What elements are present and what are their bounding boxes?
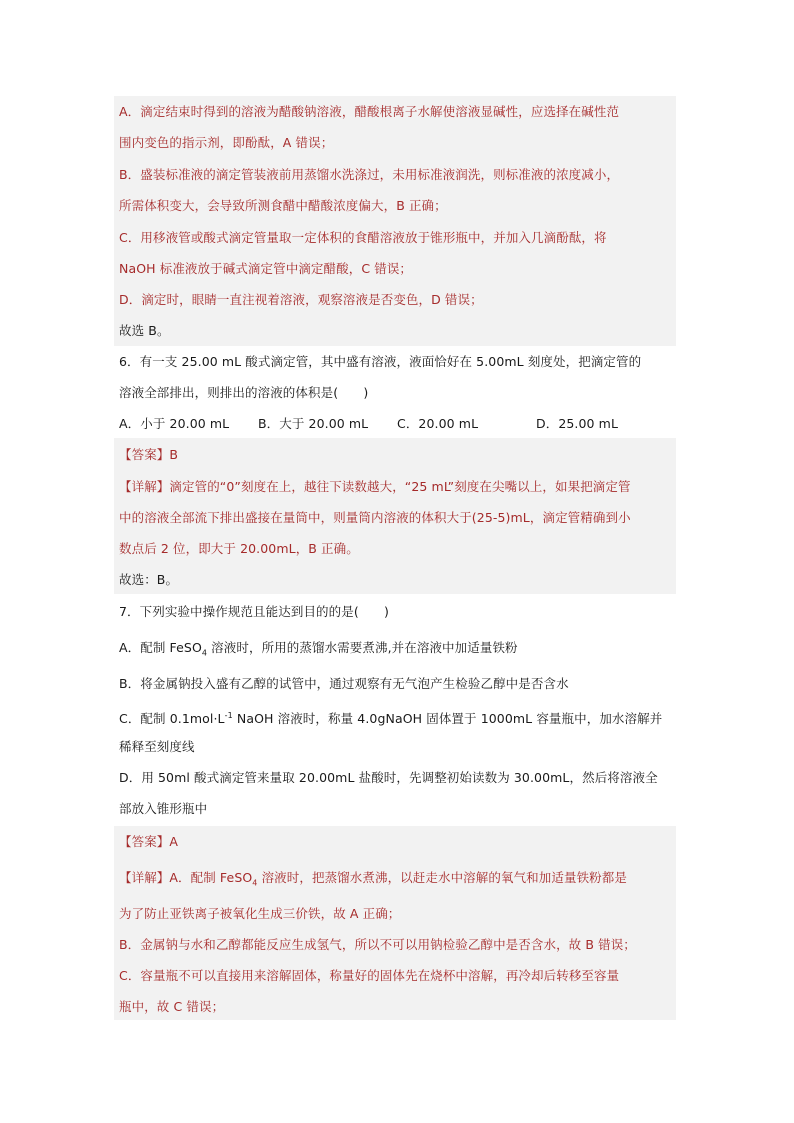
answer-label: 【答案】B xyxy=(119,447,179,462)
analysis-line: NaOH 标准液放于碱式滴定管中滴定醋酸，C 错误； xyxy=(119,261,413,276)
subscript: 4 xyxy=(201,648,208,658)
option-c: C．20.00 mL xyxy=(397,416,479,431)
question-7-option-d: D．用 50ml 酸式滴定管来量取 20.00mL 盐酸时，先调整初始读数为 30.00mL，然后将溶液全 xyxy=(119,770,658,785)
question-7-option-c xyxy=(119,705,662,727)
question-6-stem: 溶液全部排出，则排出的溶液的体积是( ) xyxy=(119,385,369,400)
analysis-line: D．滴定时，眼睛一直注视着溶液，观察溶液是否变色，D 错误； xyxy=(119,292,483,307)
detail-line: 为了防止亚铁离子被氧化生成三价铁，故 A 正确； xyxy=(119,906,401,921)
detail-line: C．容量瓶不可以直接用来溶解固体，称量好的固体先在烧杯中溶解，再冷却后转移至容量 xyxy=(119,968,620,983)
question-7-option-d-cont: 部放入锥形瓶中 xyxy=(119,801,208,816)
analysis-line: 所需体积变大，会导致所测食醋中醋酸浓度偏大，B 正确； xyxy=(119,198,447,213)
detail-line: 【详解】滴定管的“0”刻度在上，越往下读数越大，“25 mL”刻度在尖嘴以上，如果把滴定管 xyxy=(119,479,631,494)
question-7-option-b: B．将金属钠投入盛有乙醇的试管中，通过观察有无气泡产生检验乙醇中是否含水 xyxy=(119,676,569,691)
option-a-text: 溶液时，所用的蒸馏水需要煮沸,并在溶液中加适量铁粉 xyxy=(207,640,518,655)
option-b: B．大于 20.00 mL xyxy=(258,416,369,431)
question-6-options xyxy=(119,413,618,435)
analysis-line: B．盛装标准液的滴定管装液前用蒸馏水洗涤过，未用标准液润洗，则标准液的浓度减小， xyxy=(119,167,620,182)
question-7-option-c-cont: 稀释至刻度线 xyxy=(119,739,195,754)
subscript: 4 xyxy=(252,878,258,888)
detail-line: 数点后 2 位，即大于 20.00mL，B 正确。 xyxy=(119,541,359,556)
detail-a-text: 溶液时，把蒸馏水煮沸，以赶走水中溶解的氧气和加适量铁粉都是 xyxy=(257,870,627,885)
answer-label: 【答案】A xyxy=(119,834,179,849)
detail-line: 中的溶液全部流下排出盛接在量筒中，则量筒内溶液的体积大于(25-5)mL，滴定管精确到小 xyxy=(119,510,631,525)
analysis-line: C．用移液管或酸式滴定管量取一定体积的食醋溶液放于锥形瓶中，并加入几滴酚酞，将 xyxy=(119,230,607,245)
detail-a-prefix: 【详解】A．配制 FeSO xyxy=(119,870,253,885)
analysis-line: 围内变色的指示剂，即酚酞，A 错误； xyxy=(119,135,334,150)
detail-conclusion: 故选：B。 xyxy=(119,572,179,587)
option-d: D．25.00 mL xyxy=(536,416,619,431)
option-a: A．小于 20.00 mL xyxy=(119,416,230,431)
question-7-option-a xyxy=(119,637,518,659)
option-c-text: NaOH 溶液时，称量 4.0gNaOH 固体置于 1000mL 容量瓶中，加水溶解并 xyxy=(232,711,663,727)
superscript: -1 xyxy=(224,711,233,720)
analysis-conclusion: 故选 B。 xyxy=(119,323,170,338)
detail-line xyxy=(119,867,627,889)
analysis-line: A．滴定结束时得到的溶液为醋酸钠溶液，醋酸根离子水解使溶液显碱性，应选择在碱性范 xyxy=(119,104,620,119)
option-c-prefix: C．配制 0.1mol·L xyxy=(119,711,225,727)
question-7-stem: 7．下列实验中操作规范且能达到目的的是( ) xyxy=(119,604,390,619)
option-a-prefix: A．配制 FeSO xyxy=(119,640,202,655)
detail-line: 瓶中，故 C 错误； xyxy=(119,999,225,1014)
question-6-stem: 6．有一支 25.00 mL 酸式滴定管，其中盛有溶液，液面恰好在 5.00mL 刻度处，把滴定管的 xyxy=(119,354,642,369)
detail-line: B．金属钠与水和乙醇都能反应生成氢气，所以不可以用钠检验乙醇中是否含水，故 B 错误； xyxy=(119,937,636,952)
